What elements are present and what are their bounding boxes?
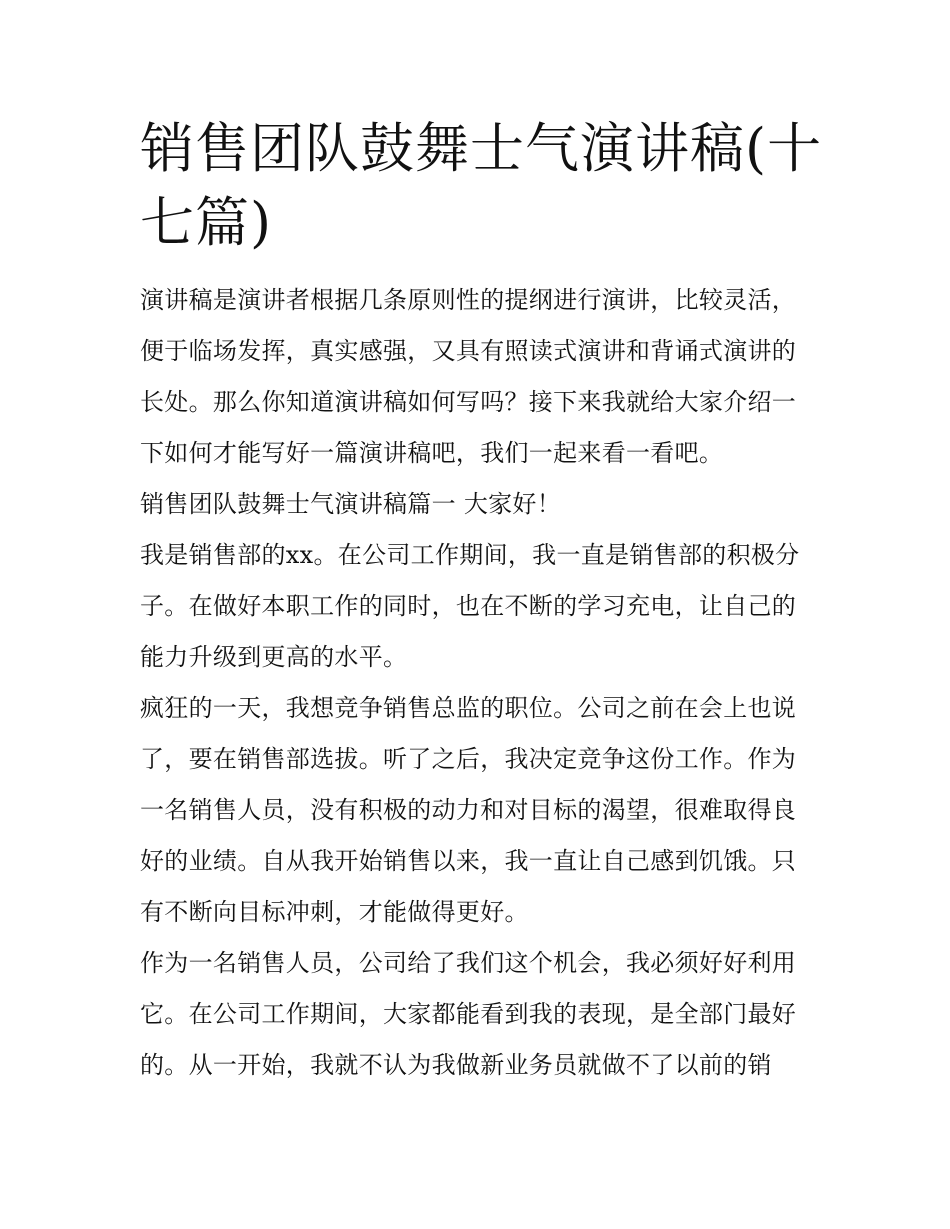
body-paragraph-1: 我是销售部的xx。在公司工作期间，我一直是销售部的积极分子。在做好本职工作的同时，也在不断的学习充电，让自己的能力升级到更高的水平。 (140, 541, 800, 671)
section-heading-paragraph: 销售团队鼓舞士气演讲稿篇一 大家好！ (140, 490, 562, 518)
document-title: 销售团队鼓舞士气演讲稿(十七篇) (140, 117, 823, 254)
body-paragraph-2: 疯狂的一天，我想竞争销售总监的职位。公司之前在会上也说了，要在销售部选拔。听了之后，我决定竞争这份工作。作为一名销售人员，没有积极的动力和对目标的渴望，很难取得良好的业绩。自从我开始销售以来，我一直让自己感到饥饿。只有不断向目标冲刺，才能做得更好。 (140, 694, 797, 926)
intro-paragraph: 演讲稿是演讲者根据几条原则性的提纲进行演讲，比较灵活，便于临场发挥，真实感强，又具有照读式演讲和背诵式演讲的长处。那么你知道演讲稿如何写吗？接下来我就给大家介绍一下如何才能写好一篇演讲稿吧，我们一起来看一看吧。 (140, 286, 797, 467)
body-paragraph-3: 作为一名销售人员，公司给了我们这个机会，我必须好好利用它。在公司工作期间，大家都能看到我的表现，是全部门最好的。从一开始，我就不认为我做新业务员就做不了以前的销 (140, 949, 797, 1079)
document-body (140, 275, 814, 1091)
